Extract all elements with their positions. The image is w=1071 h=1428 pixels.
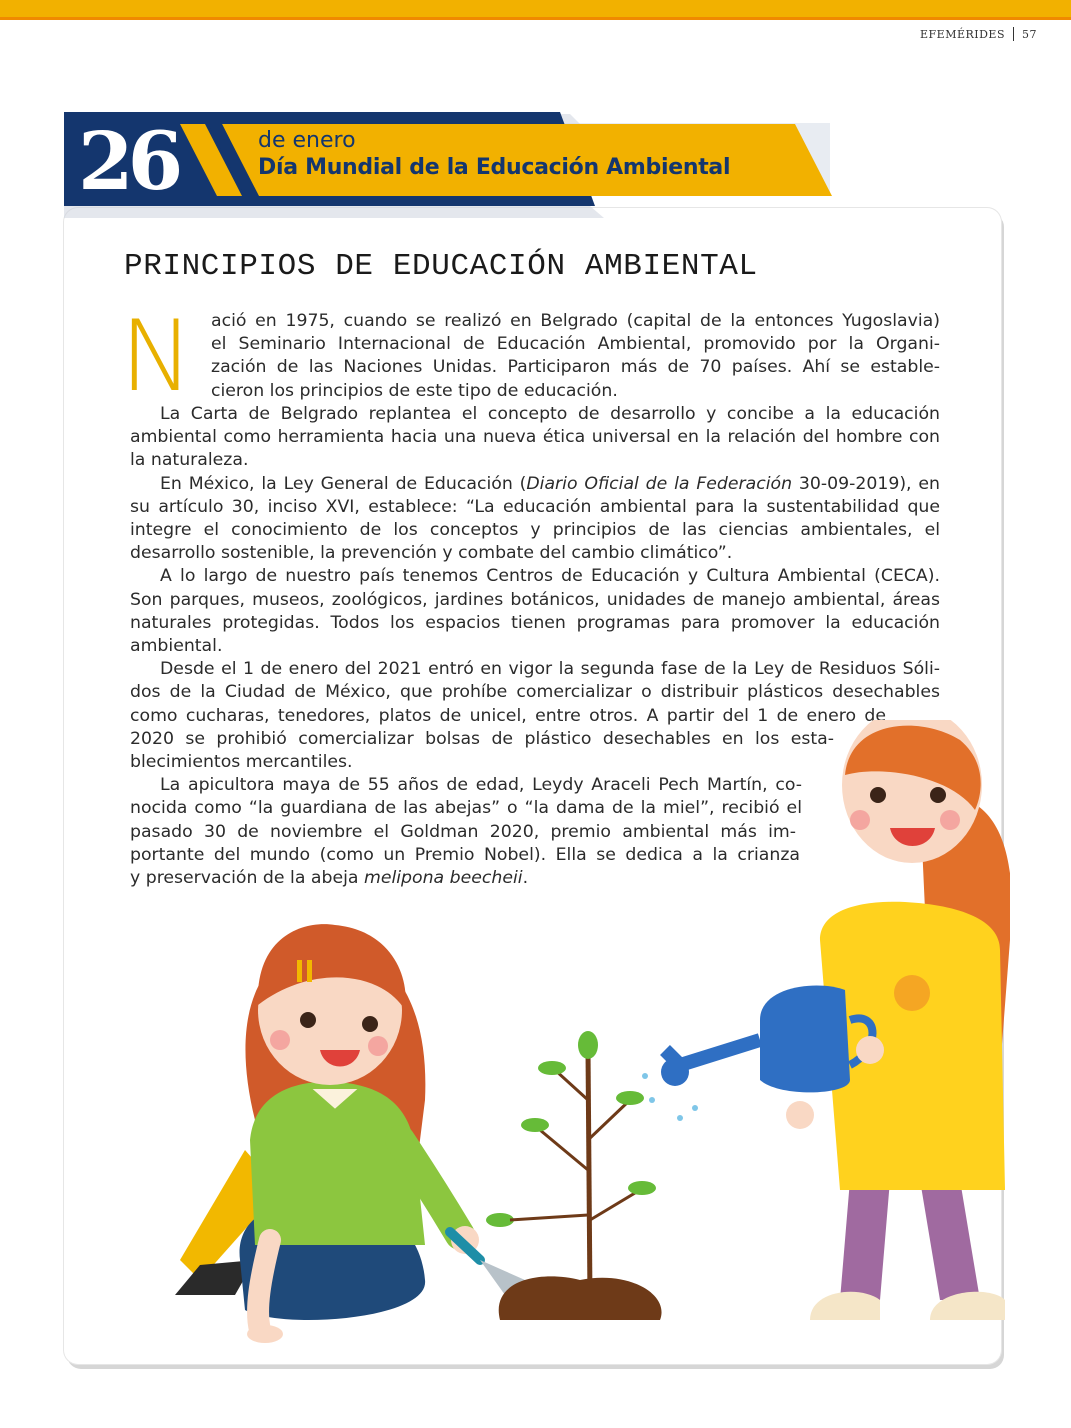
children-planting-illustration [160, 720, 1010, 1360]
kneeling-girl [175, 924, 525, 1343]
text-line: el Seminario Internacional de Educación Ambiental, promovido por la Organi- [211, 334, 940, 355]
p3-text-end: 30-09-2019), en su artículo 30, inciso XVI, establece: “La educación ambiental para la sustentabilidad que integre el conocimiento de los conceptos y principios de las ciencias ambientales, el desarrollo sostenible, la prevención y combate del cambio climático”. [130, 473, 940, 564]
p6-text-end: . [522, 868, 529, 889]
section-name: EFEMÉRIDES [920, 27, 1005, 41]
paragraph-5-line: blecimientos mercantiles. [130, 752, 353, 773]
p6-italic: melipona beecheii [363, 868, 523, 889]
paragraph-3 [130, 473, 940, 566]
page-number: 57 [1022, 27, 1037, 41]
paragraph-6-line: La apicultora maya de 55 años de edad, Leydy Araceli Pech Martín, co- [160, 775, 802, 796]
paragraph-2: La Carta de Belgrado replantea el concepto de desarrollo y concibe a la educación ambiental como herramienta hacia una nueva ética universal en la relación del hombre con la naturaleza. [130, 404, 940, 471]
month-label: de enero [258, 128, 356, 153]
paragraph-5-line: como cucharas, tenedores, platos de unicel, entre otros. A partir del 1 de enero de [130, 705, 886, 726]
day-number: 26 [78, 114, 178, 208]
event-title: Día Mundial de la Educación Ambiental [258, 155, 731, 180]
paragraph-1 [211, 310, 940, 403]
paragraph-4: A lo largo de nuestro país tenemos Centros de Educación y Cultura Ambiental (CECA). Son parques, museos, zoológicos, jardines botánicos, unidades de manejo ambiental, áreas naturales protegidas. Todos los espacios tienen programas para promover la educación ambiental. [130, 566, 940, 657]
paragraph-6-line: pasado 30 de noviembre el Goldman 2020, premio ambiental más im- [130, 821, 796, 842]
text-line: cieron los principios de este tipo de educación. [211, 380, 618, 401]
p3-text: En México, la Ley General de Educación ( [160, 473, 527, 494]
standing-girl [642, 720, 1010, 1320]
text-line: ació en 1975, cuando se realizó en Belgrado (capital de la entonces Yugoslavia) [211, 311, 940, 331]
date-banner [0, 0, 1071, 230]
paragraph-6-line: portante del mundo (como un Premio Nobel). Ella se dedica a la crianza [130, 844, 800, 865]
paragraph-5-line: 2020 se prohibió comercializar bolsas de plástico desechables en los esta- [130, 728, 834, 749]
paragraph-5-line: Desde el 1 de enero del 2021 entró en vigor la segunda fase de la Ley de Residuos Sóli- [160, 659, 940, 680]
p6-text: y preservación de la abeja [130, 868, 364, 889]
drop-cap: N [120, 300, 194, 414]
text-line: zación de las Naciones Unidas. Participaron más de 70 países. Ahí se estable- [211, 357, 940, 378]
p3-italic: Diario Oficial de la Federación [526, 473, 793, 494]
paragraph-5-line: dos de la Ciudad de México, que prohíbe comercializar o distribuir plásticos desechables [130, 682, 940, 703]
paragraph-6-line: nocida como “la guardiana de las abejas” o “la dama de la miel”, recibió el [130, 798, 802, 819]
article-title: PRINCIPIOS DE EDUCACIÓN AMBIENTAL [124, 249, 758, 284]
